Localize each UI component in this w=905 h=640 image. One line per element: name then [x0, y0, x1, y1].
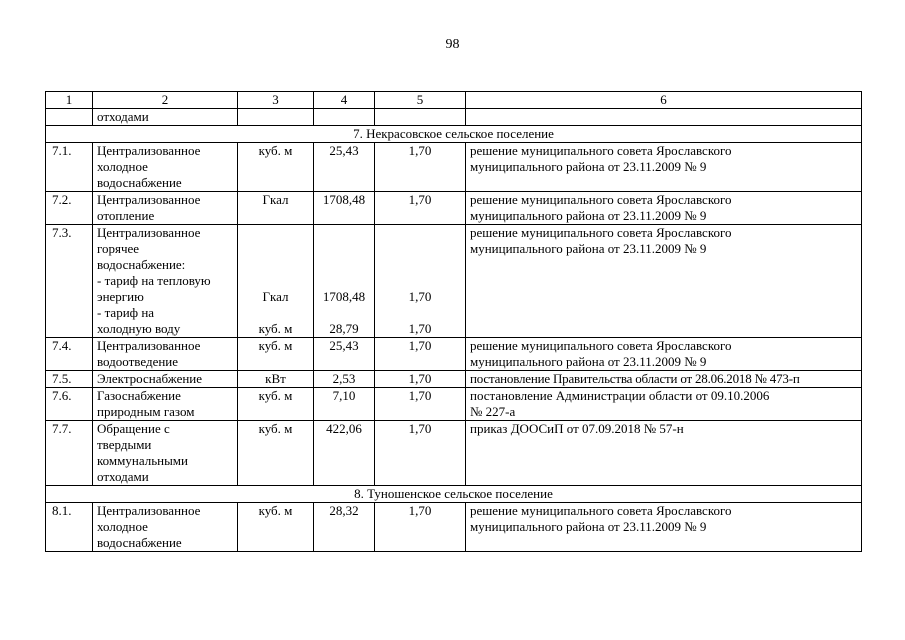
section-title: 8. Туношенское сельское поселение: [46, 486, 862, 503]
index: 1,70: [375, 388, 466, 421]
basis: постановление Администрации области от 09.10.2006 № 227-а: [466, 388, 862, 421]
index: 1,70: [375, 503, 466, 552]
index: 1,70: [375, 143, 466, 192]
header-cell: 1: [46, 92, 93, 109]
value: 7,10: [314, 388, 375, 421]
service-name: Обращение с твердыми коммунальными отходами: [93, 421, 238, 486]
section-row: [46, 126, 862, 143]
index: 1,70: [375, 421, 466, 486]
table-row: [46, 225, 862, 338]
value: 25,43: [314, 143, 375, 192]
table-row: [46, 371, 862, 388]
unit: куб. м: [238, 421, 314, 486]
table-row: [46, 192, 862, 225]
index: 1,70 1,70: [375, 225, 466, 338]
basis: решение муниципального совета Ярославского муниципального района от 23.11.2009 № 9: [466, 503, 862, 552]
table-row: [46, 143, 862, 192]
value: 1708,48: [314, 192, 375, 225]
unit: Гкал куб. м: [238, 225, 314, 338]
service-name: Электроснабжение: [93, 371, 238, 388]
index: 1,70: [375, 192, 466, 225]
unit: Гкал: [238, 192, 314, 225]
basis: решение муниципального совета Ярославского муниципального района от 23.11.2009 № 9: [466, 143, 862, 192]
value: 422,06: [314, 421, 375, 486]
table-row: [46, 109, 862, 126]
table-row: [46, 338, 862, 371]
basis: решение муниципального совета Ярославского муниципального района от 23.11.2009 № 9: [466, 338, 862, 371]
header-cell: 2: [93, 92, 238, 109]
value: 25,43: [314, 338, 375, 371]
table-header-row: [46, 92, 862, 109]
row-number: 7.5.: [46, 371, 93, 388]
value: 2,53: [314, 371, 375, 388]
section-row: [46, 486, 862, 503]
unit: куб. м: [238, 338, 314, 371]
row-number: 7.6.: [46, 388, 93, 421]
page-number: 98: [445, 37, 460, 52]
basis: постановление Правительства области от 28.06.2018 № 473-п: [466, 371, 862, 388]
service-name: Централизованное горячее водоснабжение: - тариф на тепловую энергию - тариф на холодную воду: [93, 225, 238, 338]
basis: приказ ДООСиП от 07.09.2018 № 57-н: [466, 421, 862, 486]
row-number: 7.4.: [46, 338, 93, 371]
section-title: 7. Некрасовское сельское поселение: [46, 126, 862, 143]
row-number: 7.3.: [46, 225, 93, 338]
basis: решение муниципального совета Ярославского муниципального района от 23.11.2009 № 9: [466, 225, 862, 338]
unit: куб. м: [238, 388, 314, 421]
index: 1,70: [375, 338, 466, 371]
table-row: [46, 503, 862, 552]
service-name: Централизованное водоотведение: [93, 338, 238, 371]
index: 1,70: [375, 371, 466, 388]
unit: куб. м: [238, 143, 314, 192]
header-cell: 3: [238, 92, 314, 109]
service-name: Газоснабжение природным газом: [93, 388, 238, 421]
table-row: [46, 421, 862, 486]
header-cell: 5: [375, 92, 466, 109]
service-name: Централизованное холодное водоснабжение: [93, 503, 238, 552]
service-name: Централизованное холодное водоснабжение: [93, 143, 238, 192]
row-number: 8.1.: [46, 503, 93, 552]
row-number: 7.1.: [46, 143, 93, 192]
value: 1708,48 28,79: [314, 225, 375, 338]
value: 28,32: [314, 503, 375, 552]
service-name: Централизованное отопление: [93, 192, 238, 225]
unit: кВт: [238, 371, 314, 388]
table-row: [46, 388, 862, 421]
unit: куб. м: [238, 503, 314, 552]
header-cell: 4: [314, 92, 375, 109]
header-cell: 6: [466, 92, 862, 109]
row-number: 7.7.: [46, 421, 93, 486]
tariff-table: [45, 91, 862, 552]
row-number: 7.2.: [46, 192, 93, 225]
basis: решение муниципального совета Ярославского муниципального района от 23.11.2009 № 9: [466, 192, 862, 225]
service-name: отходами: [93, 109, 238, 126]
